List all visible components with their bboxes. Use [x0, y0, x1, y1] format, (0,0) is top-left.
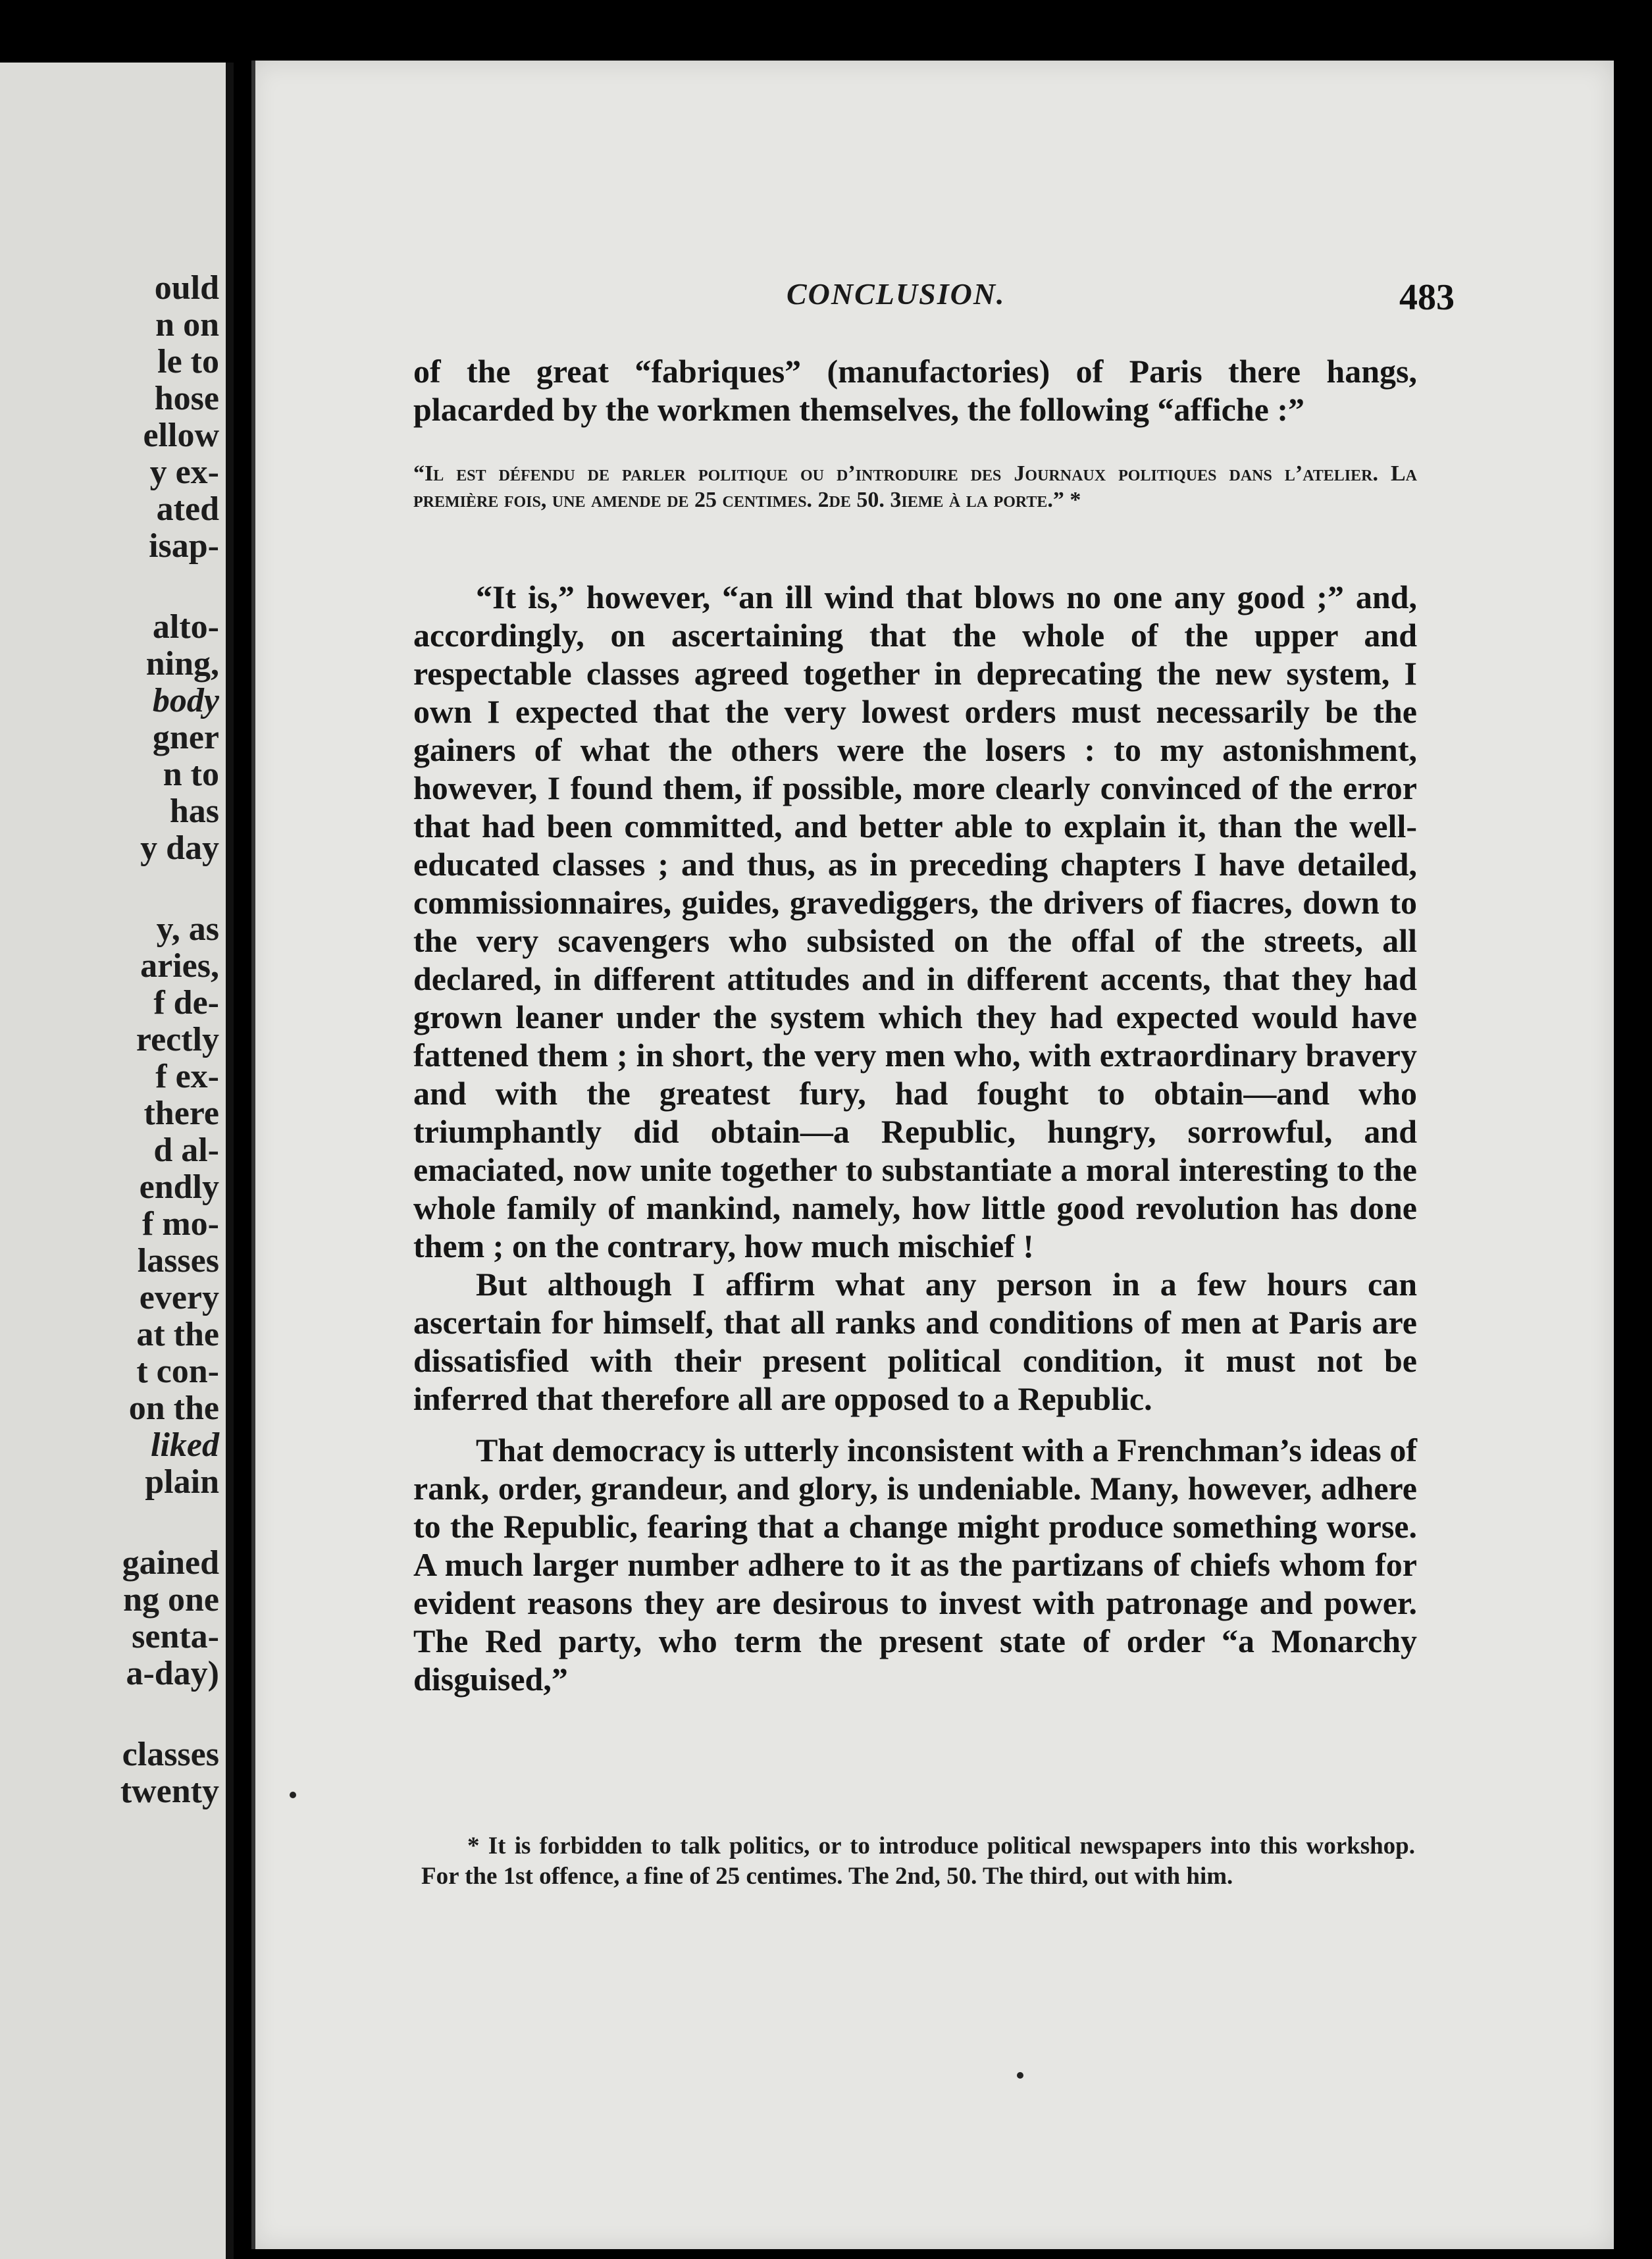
- facing-page-line: every: [139, 1279, 219, 1316]
- facing-page-line: f mo-: [142, 1205, 219, 1243]
- facing-page-text-fragments: [0, 63, 226, 2259]
- opening-paragraph-block: [413, 352, 1417, 428]
- facing-page-line: plain: [145, 1463, 219, 1501]
- facing-page-line: f de-: [153, 984, 219, 1022]
- facing-page-line: a-day): [126, 1655, 219, 1692]
- paragraph-ill-wind: “It is,” however, “an ill wind that blows no one any good ;” and, accordingly, on ascertaining that the whole of the upper and respectable classes agreed together in deprecating the new system, I own I expected that the very lowest orders must necessarily be the gainers of what the others were the losers : to my astonishment, however, I found them, if possible, more clearly convinced of the error that had been committed, and better able to explain it, than the well-educated classes ; and thus, as in preceding chapters I have detailed, commissionnaires, guides, gravediggers, the drivers of fiacres, down to the very scavengers who subsisted on the offal of the streets, all declared, in different attitudes and in different accents, that they had grown leaner under the system which they had expected would have fattened them ; in short, the very men who, with extraordinary bravery and with the greatest fury, had fought to obtain—and who triumphantly did obtain—a Republic, hungry, sorrowful, and emaciated, now unite together to substantiate a moral interesting to the whole family of mankind, namely, how little good revolution has done them ; on the contrary, how much mischief !: [413, 579, 1417, 1264]
- facing-page-line: classes: [122, 1736, 219, 1773]
- print-speck: [290, 1792, 296, 1798]
- facing-page-line: isap-: [149, 527, 219, 565]
- facing-page-line: rectly: [136, 1021, 219, 1058]
- facing-page-line: ated: [156, 490, 219, 528]
- facing-page-line: gner: [152, 719, 219, 756]
- running-head: CONCLUSION.: [787, 277, 1006, 311]
- facing-page-line: on the: [128, 1389, 219, 1427]
- facing-page-line: lasses: [137, 1242, 219, 1280]
- facing-page-line: ning,: [145, 645, 219, 683]
- facing-page-line: liked: [151, 1426, 219, 1464]
- paragraph-democracy: That democracy is utterly inconsistent with a Frenchman’s ideas of rank, order, grandeur, and glory, is undeniable. Many, however, adhere to the Republic, fearing that a change might produce something worse. A much larger number adhere to it as the partizans of chiefs whom for evident reasons they are desirous to invest with patronage and power. The Red party, who term the present state of order “a Monarchy disguised,”: [413, 1432, 1417, 1698]
- footnote: * It is forbidden to talk politics, or to introduce political newspapers into this workshop. For the 1st offence, a fine of 25 centimes. The 2nd, 50. The third, out with him.: [421, 1832, 1415, 1890]
- page-number: 483: [1399, 277, 1455, 318]
- facing-page-line: ould: [154, 269, 219, 307]
- facing-page-line: has: [169, 792, 219, 830]
- facing-page-line: n on: [155, 306, 219, 344]
- facing-page-line: y ex-: [149, 454, 219, 491]
- page-edge-shadow: [226, 63, 234, 2259]
- facing-page-line: hose: [154, 380, 219, 417]
- facing-page-line: body: [152, 682, 219, 719]
- paragraph-republic-dissatisfied: But although I affirm what any person in a few hours can ascertain for himself, that all ranks and conditions of men at Paris are dissatisfied with their present political condition, it must not be inferred that therefore all are opposed to a Republic.: [413, 1266, 1417, 1417]
- facing-page-line: gained: [122, 1544, 219, 1582]
- facing-page-line: endly: [139, 1168, 219, 1206]
- facing-page-line: y day: [140, 829, 219, 867]
- facing-page-line: d al-: [153, 1131, 219, 1169]
- facing-page-line: f ex-: [155, 1058, 219, 1095]
- book-gutter: [234, 0, 253, 2259]
- print-speck: [1017, 2072, 1023, 2079]
- page-gutter-edge: [251, 61, 255, 2249]
- facing-page-line: there: [143, 1095, 219, 1132]
- facing-page-line: t con-: [136, 1353, 219, 1390]
- main-text-block: [413, 578, 1417, 1698]
- workshop-notice-quote: “Il est défendu de parler politique ou d’introduire des Journaux politiques dans l’atelier. La première fois, une amende de 25 centimes. 2de 50. 3ieme à la porte.” *: [413, 461, 1417, 512]
- facing-page-line: twenty: [120, 1773, 219, 1810]
- facing-page-line: senta-: [132, 1618, 219, 1655]
- facing-page-line: aries,: [140, 947, 219, 985]
- facing-page-line: y, as: [156, 910, 219, 948]
- facing-page-line: ng one: [123, 1581, 219, 1619]
- opening-paragraph: of the great “fabriques” (manufactories) of Paris there hangs, placarded by the workmen themselves, the following “affiche :”: [413, 353, 1417, 428]
- facing-page-line: le to: [157, 343, 219, 380]
- facing-page-line: at the: [136, 1316, 219, 1353]
- facing-page-line: alto-: [152, 608, 219, 646]
- facing-page-line: n to: [163, 756, 219, 793]
- facing-page-line: ellow: [143, 417, 219, 454]
- facing-page-left: [0, 63, 234, 2259]
